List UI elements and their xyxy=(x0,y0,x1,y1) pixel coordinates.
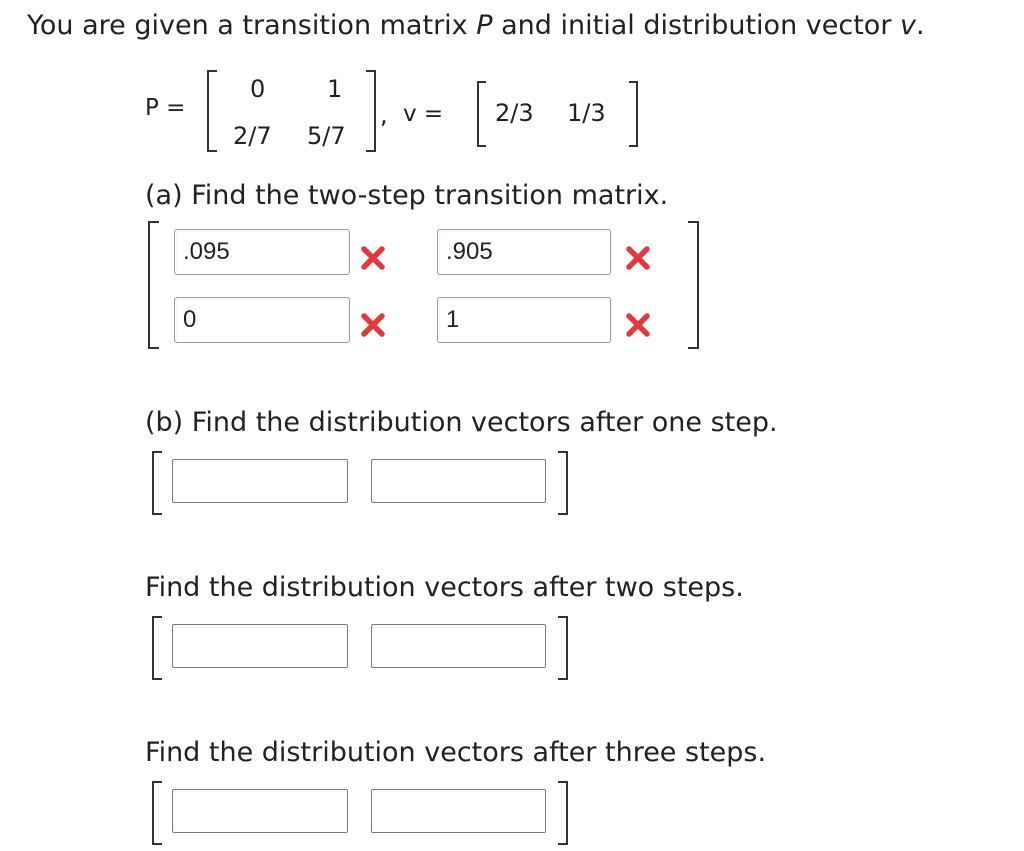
part-a-input-r2c1[interactable] xyxy=(174,297,350,343)
part-a-left-bracket xyxy=(148,221,159,349)
part-a-input-r1c1[interactable] xyxy=(174,229,350,275)
question-prompt: You are given a transition matrix P and initial distribution vector v. xyxy=(27,10,925,41)
p-cell-0-0: 0 xyxy=(250,75,266,103)
v-entry-0: 2/3 xyxy=(495,99,534,127)
three-steps-left-bracket xyxy=(152,781,162,845)
incorrect-x-icon xyxy=(360,312,386,338)
v-right-bracket xyxy=(629,81,638,147)
separator-comma: , xyxy=(380,101,388,129)
incorrect-x-icon xyxy=(625,245,651,271)
two-steps-left-bracket xyxy=(152,616,162,680)
two-steps-right-bracket xyxy=(558,616,568,680)
incorrect-x-icon xyxy=(360,245,386,271)
part-a-label: (a) Find the two-step transition matrix. xyxy=(145,180,669,211)
one-step-left-bracket xyxy=(152,451,162,515)
one-step-right-bracket xyxy=(558,451,568,515)
v-left-bracket xyxy=(477,81,486,147)
one-step-input-2[interactable] xyxy=(371,459,546,503)
v-entry-1: 1/3 xyxy=(567,99,606,127)
three-steps-input-1[interactable] xyxy=(172,789,348,833)
three-steps-right-bracket xyxy=(558,781,568,845)
part-a-input-r1c2[interactable] xyxy=(437,229,611,275)
p-cell-1-1: 5/7 xyxy=(307,122,346,150)
part-a-right-bracket xyxy=(688,221,699,349)
p-cell-0-1: 1 xyxy=(327,75,343,103)
p-left-bracket xyxy=(207,70,217,152)
two-steps-input-2[interactable] xyxy=(371,624,546,668)
matrix-symbol-p: P xyxy=(476,10,493,41)
three-steps-label: Find the distribution vectors after three steps. xyxy=(145,737,767,768)
p-cell-1-0: 2/7 xyxy=(233,122,272,150)
p-label: P = xyxy=(145,95,186,121)
part-a-input-r2c2[interactable] xyxy=(437,297,611,343)
vector-symbol-v: v xyxy=(900,10,916,41)
two-steps-input-1[interactable] xyxy=(172,624,348,668)
p-right-bracket xyxy=(366,70,376,152)
part-b-one-step-label: (b) Find the distribution vectors after one step. xyxy=(145,407,778,438)
one-step-input-1[interactable] xyxy=(172,459,348,503)
incorrect-x-icon xyxy=(625,312,651,338)
v-label: v = xyxy=(403,101,444,127)
three-steps-input-2[interactable] xyxy=(371,789,546,833)
two-steps-label: Find the distribution vectors after two steps. xyxy=(145,572,744,603)
